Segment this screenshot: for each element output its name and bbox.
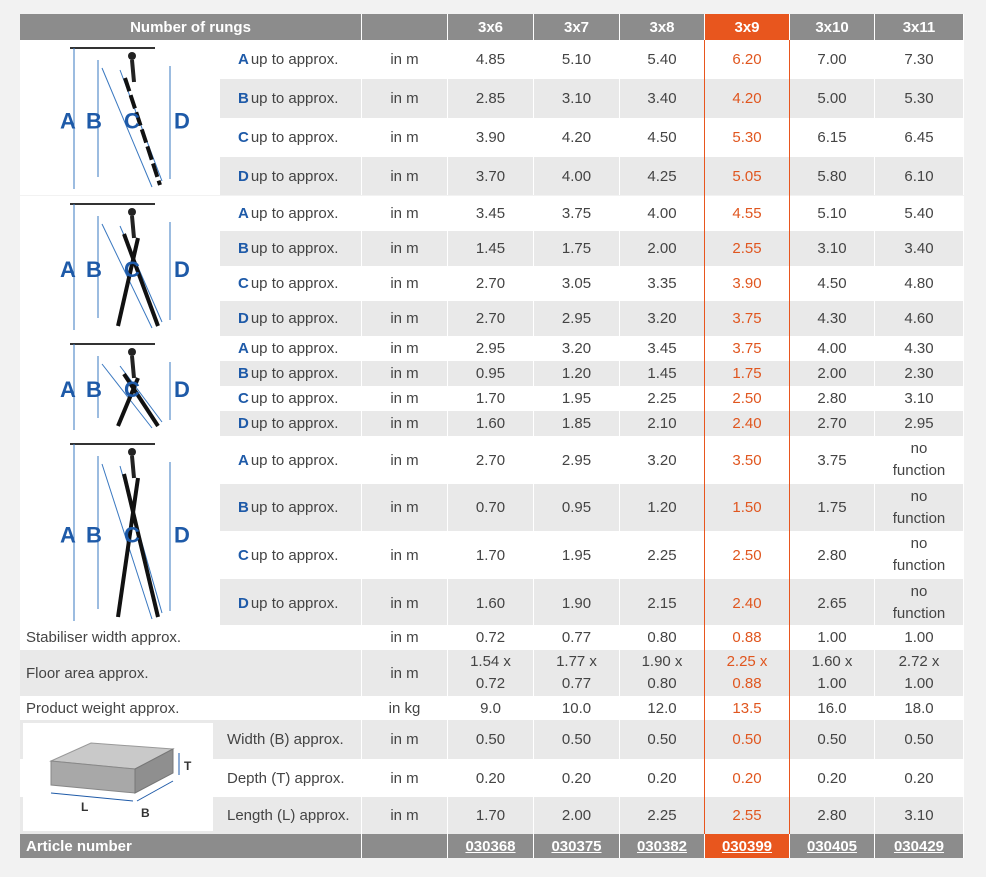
value-cell: 5.10 [790,196,875,231]
value-cell: 10.0 [534,696,620,720]
value-cell: 1.00 [875,625,964,650]
row-label [220,386,362,411]
value-line: 0.72 [475,675,506,692]
column-header-3x11: 3x11 [875,14,964,40]
value-cell: 13.5 [705,696,790,720]
row-label-text: up to approx. [250,275,339,292]
article-number-link[interactable]: 030399 [721,837,773,855]
value-cell: 5.80 [790,157,875,195]
value-cell [448,650,534,696]
value-cell: 4.85 [448,40,534,79]
value-cell: 4.00 [790,336,875,361]
unit-cell: in kg [362,696,448,720]
unit-cell: in m [362,40,448,79]
row-letter: D [238,167,249,185]
row-letter: C [238,390,249,407]
value-cell: 6.20 [705,40,790,79]
row-label-text: up to approx. [250,129,339,146]
value-cell: 4.80 [875,266,964,301]
row-label [220,361,362,386]
unit-cell: in m [362,386,448,411]
package-label-T: T [184,759,192,773]
row-letter: A [238,340,249,357]
row-label [220,579,362,627]
value-cell [620,650,705,696]
value-cell: 18.0 [875,696,964,720]
row-letter: C [238,129,249,146]
value-cell: 5.40 [620,40,705,79]
column-header-3x10: 3x10 [790,14,875,40]
value-cell: 4.55 [705,196,790,231]
value-cell: 1.20 [534,361,620,386]
row-letter: A [238,451,249,469]
value-cell: 0.20 [790,759,875,797]
unit-cell: in m [362,720,448,759]
value-cell: 1.85 [534,411,620,436]
value-cell: no function [875,484,964,531]
value-cell: 2.80 [790,386,875,411]
package-label-L: L [81,800,89,814]
value-cell: 1.45 [620,361,705,386]
value-cell: 16.0 [790,696,875,720]
value-line: 1.77 x [556,653,597,670]
unit-cell: in m [362,579,448,627]
unit-cell: in m [362,266,448,301]
row-label: Length (L) approx. [215,797,362,834]
value-line: 1.00 [817,675,847,692]
value-cell: 4.50 [790,266,875,301]
value-cell: 2.55 [705,797,790,834]
value-cell: 4.20 [705,79,790,118]
value-cell: 0.20 [875,759,964,797]
value-cell: 1.70 [448,531,534,579]
value-cell: 4.00 [620,196,705,231]
ladder-letter-C: C [124,108,140,134]
row-label-text: up to approx. [250,451,339,469]
value-cell: 3.75 [705,301,790,336]
ladder-diagram-2 [20,196,220,336]
row-label [220,40,362,79]
value-cell: 2.70 [448,436,534,484]
ladder-letter-D: D [174,108,190,134]
value-line: 0.80 [647,675,677,692]
article-cell [875,834,964,858]
article-number-link[interactable]: 030405 [806,837,858,855]
ladder-letter-A: A [60,377,76,402]
ladder-letter-A: A [60,257,76,282]
ladder-diagram-1-icon [20,40,220,195]
row-letter: D [238,594,249,612]
row-label [220,484,362,531]
ladder-letter-B: B [86,377,102,402]
value-cell: 1.75 [534,231,620,266]
value-cell: 0.50 [790,720,875,759]
value-cell: 5.10 [534,40,620,79]
value-cell: 3.35 [620,266,705,301]
value-line: 0.88 [732,675,762,692]
value-line: 1.00 [904,675,934,692]
value-cell: 2.00 [534,797,620,834]
unit-cell: in m [362,625,448,650]
value-cell: 6.15 [790,118,875,157]
ladder-letter-A: A [60,108,76,134]
ladder-letter-D: D [174,377,190,402]
value-cell: 3.40 [875,231,964,266]
row-label: Floor area approx. [20,650,362,696]
footer-unit-blank [362,834,448,858]
value-cell: 3.40 [620,79,705,118]
row-label [220,157,362,195]
value-cell [705,650,790,696]
value-cell: 4.25 [620,157,705,195]
row-label [220,79,362,118]
value-cell: 3.75 [534,196,620,231]
row-label: Stabiliser width approx. [20,625,362,650]
value-cell: no function [875,531,964,579]
value-cell: 3.10 [875,386,964,411]
value-cell: 5.05 [705,157,790,195]
row-letter: D [238,310,249,327]
unit-cell: in m [362,79,448,118]
row-label [220,231,362,266]
row-letter: A [238,205,249,222]
row-label [220,196,362,231]
row-letter: A [238,51,249,68]
row-letter: B [238,240,249,257]
value-line: 0.77 [561,675,592,692]
value-cell: 5.30 [705,118,790,157]
row-letter: B [238,90,249,107]
ladder-diagram-3-icon [20,336,220,436]
row-label: Depth (T) approx. [215,759,362,797]
footer-label: Article number [20,834,362,858]
value-cell: 1.95 [534,386,620,411]
value-cell: no function [875,579,964,627]
value-cell: 1.90 [534,579,620,627]
ladder-diagram-1 [20,40,220,195]
row-label [220,436,362,484]
value-cell: 4.00 [534,157,620,195]
unit-cell: in m [362,118,448,157]
value-cell: 2.50 [705,531,790,579]
row-label-text: up to approx. [250,390,339,407]
header-unit-blank [362,14,448,40]
package-diagram [23,723,213,831]
article-number-link[interactable]: 030375 [551,837,602,855]
value-cell: 1.70 [448,797,534,834]
value-cell: 2.70 [448,266,534,301]
value-cell: 3.90 [448,118,534,157]
value-cell: 2.80 [790,531,875,579]
row-letter: B [238,499,249,516]
value-cell: 2.65 [790,579,875,627]
row-label-text: up to approx. [250,240,339,257]
unit-cell: in m [362,196,448,231]
value-cell: 3.70 [448,157,534,195]
value-cell: 2.40 [705,411,790,436]
value-line: 1.90 x [641,653,683,670]
unit-cell: in m [362,411,448,436]
spec-row-weight [20,696,964,720]
value-cell: 1.20 [620,484,705,531]
unit-cell: in m [362,231,448,266]
row-letter: C [238,275,249,292]
row-label-text: up to approx. [250,167,339,185]
value-cell: 2.95 [448,336,534,361]
value-line: 1.54 x [470,653,511,670]
value-cell: 0.50 [448,720,534,759]
value-cell: 3.75 [705,336,790,361]
value-cell: 4.50 [620,118,705,157]
unit-cell: in m [362,484,448,531]
column-header-3x8: 3x8 [620,14,705,40]
value-cell: 0.50 [620,720,705,759]
value-cell: 3.10 [534,79,620,118]
value-cell: 3.20 [620,301,705,336]
value-cell: 2.95 [534,301,620,336]
value-cell: 0.50 [705,720,790,759]
value-cell: 2.70 [448,301,534,336]
value-cell: 7.30 [875,40,964,79]
value-cell: 0.20 [534,759,620,797]
value-cell: 3.20 [620,436,705,484]
value-cell: 0.20 [448,759,534,797]
value-cell: 3.45 [620,336,705,361]
column-header-3x6: 3x6 [448,14,534,40]
value-cell: 1.45 [448,231,534,266]
value-line: 2.72 x [898,653,940,670]
value-cell: 3.90 [705,266,790,301]
row-label: Width (B) approx. [215,720,362,759]
value-cell: 2.50 [705,386,790,411]
value-cell: 2.00 [620,231,705,266]
value-cell: 0.72 [448,625,534,650]
ladder-diagram-4-icon [20,436,220,627]
article-number-link[interactable]: 030368 [465,837,516,855]
ladder-letter-B: B [86,522,102,548]
value-cell: 4.30 [875,336,964,361]
package-label-B: B [141,806,150,820]
article-cell [620,834,705,858]
value-cell: 2.70 [790,411,875,436]
article-number-link[interactable]: 030382 [636,837,688,855]
value-cell: 2.25 [620,797,705,834]
value-line: 1.60 x [811,653,853,670]
value-cell: 0.95 [534,484,620,531]
row-letter: B [238,365,249,382]
unit-cell: in m [362,436,448,484]
value-cell: 4.30 [790,301,875,336]
value-cell: 1.60 [448,579,534,627]
value-cell: 2.85 [448,79,534,118]
row-label-text: up to approx. [250,90,339,107]
ladder-letter-D: D [174,522,190,548]
ladder-letter-B: B [86,257,102,282]
value-cell: 5.00 [790,79,875,118]
value-cell: 2.10 [620,411,705,436]
value-cell: 1.75 [790,484,875,531]
value-cell: 3.20 [534,336,620,361]
value-cell: 1.60 [448,411,534,436]
unit-cell: in m [362,759,448,797]
ladder-letter-B: B [86,108,102,134]
value-cell [790,650,875,696]
value-cell: 3.45 [448,196,534,231]
spec-row-stabiliser [20,625,964,650]
row-label [220,531,362,579]
column-header-3x7: 3x7 [534,14,620,40]
package-box-icon [23,723,213,831]
unit-cell: in m [362,157,448,195]
row-label-text: up to approx. [250,365,339,382]
row-label [220,411,362,436]
value-cell: 0.88 [705,625,790,650]
value-cell: 4.20 [534,118,620,157]
unit-cell: in m [362,336,448,361]
value-cell: 0.20 [705,759,790,797]
value-cell: 2.95 [534,436,620,484]
value-cell [534,650,620,696]
unit-cell: in m [362,301,448,336]
value-cell: 2.40 [705,579,790,627]
value-cell: 2.95 [875,411,964,436]
row-label-text: up to approx. [250,499,339,516]
value-cell: 2.00 [790,361,875,386]
row-label [220,118,362,157]
value-cell: 6.45 [875,118,964,157]
row-label [220,336,362,361]
value-cell: 2.25 [620,531,705,579]
unit-cell: in m [362,361,448,386]
article-number-link[interactable]: 030429 [893,837,945,855]
header-title: Number of rungs [20,14,362,40]
spec-row-floor [20,650,964,696]
row-label-text: up to approx. [250,205,339,222]
value-cell: 0.77 [534,625,620,650]
value-line: 2.25 x [726,653,768,670]
value-cell: 1.75 [705,361,790,386]
value-cell: 1.70 [448,386,534,411]
value-cell: 5.30 [875,79,964,118]
value-cell: 1.00 [790,625,875,650]
value-cell: 4.60 [875,301,964,336]
row-label-text: up to approx. [250,310,339,327]
unit-cell: in m [362,650,448,696]
row-label-text: up to approx. [250,594,339,612]
ladder-diagram-4 [20,436,220,627]
row-label-text: up to approx. [250,51,339,68]
value-cell: 6.10 [875,157,964,195]
row-label [220,266,362,301]
value-cell: 0.80 [620,625,705,650]
ladder-diagram-3 [20,336,220,436]
article-cell [534,834,620,858]
value-cell: 0.20 [620,759,705,797]
unit-cell: in m [362,531,448,579]
article-cell [448,834,534,858]
value-cell: 1.50 [705,484,790,531]
value-cell: no function [875,436,964,484]
column-header-3x9: 3x9 [705,14,790,40]
unit-cell: in m [362,797,448,834]
value-cell [875,650,964,696]
value-cell: 2.80 [790,797,875,834]
row-letter: D [238,415,249,432]
row-label-text: up to approx. [250,340,339,357]
value-cell: 7.00 [790,40,875,79]
value-cell: 2.15 [620,579,705,627]
value-cell: 2.55 [705,231,790,266]
value-cell: 3.05 [534,266,620,301]
article-cell [705,834,790,858]
table-footer [20,834,964,858]
ladder-letter-A: A [60,522,76,548]
table-header [20,14,964,40]
value-cell: 3.50 [705,436,790,484]
row-letter: C [238,546,249,564]
value-cell: 0.50 [534,720,620,759]
row-label: Product weight approx. [20,696,362,720]
value-cell: 9.0 [448,696,534,720]
value-cell: 2.25 [620,386,705,411]
value-cell: 1.95 [534,531,620,579]
ladder-diagram-2-icon [20,196,220,336]
ladder-letter-C: C [124,257,140,282]
value-cell: 0.50 [875,720,964,759]
article-cell [790,834,875,858]
value-cell: 2.30 [875,361,964,386]
value-cell: 3.10 [790,231,875,266]
row-label [220,301,362,336]
value-cell: 0.95 [448,361,534,386]
row-label-text: up to approx. [250,546,339,564]
ladder-letter-D: D [174,257,190,282]
value-cell: 0.70 [448,484,534,531]
ladder-letter-C: C [124,377,140,402]
value-cell: 3.10 [875,797,964,834]
value-cell: 12.0 [620,696,705,720]
ladder-letter-C: C [124,522,140,548]
value-cell: 5.40 [875,196,964,231]
row-label-text: up to approx. [250,415,339,432]
value-cell: 3.75 [790,436,875,484]
